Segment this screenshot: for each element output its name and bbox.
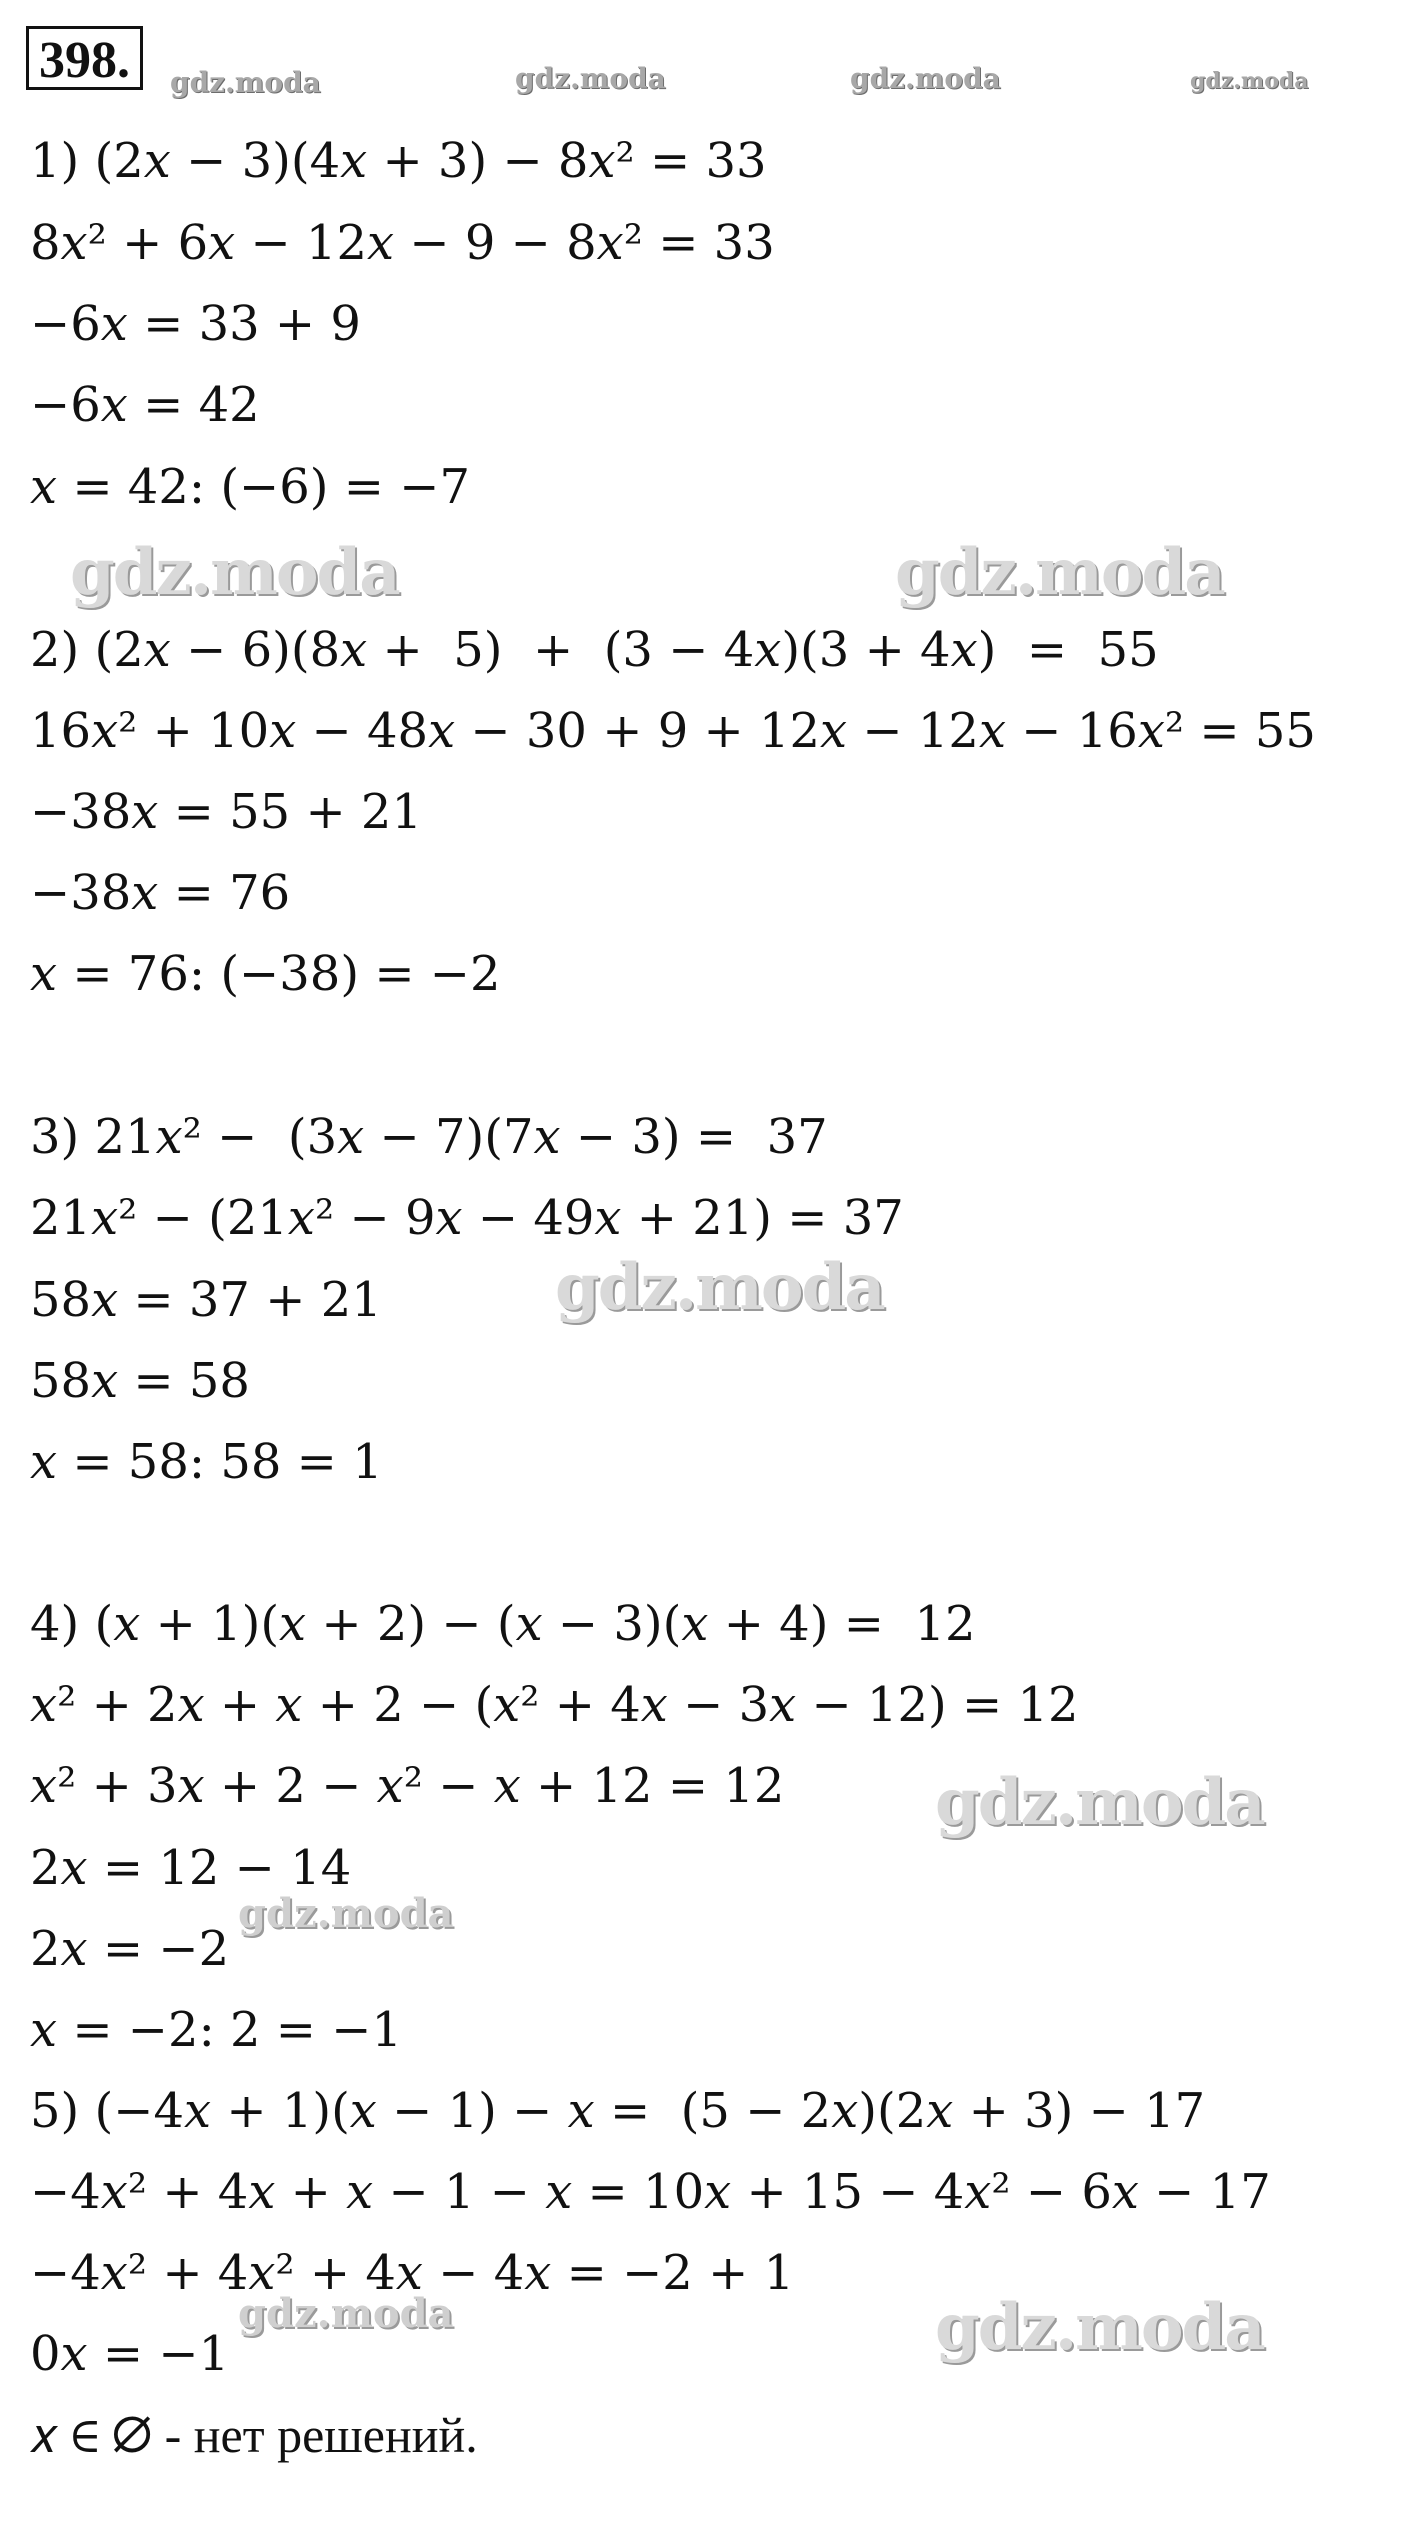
solution-line: 2𝑥 = 12 − 14 — [30, 1840, 352, 1896]
solution-line: 58𝑥 = 37 + 21 — [30, 1272, 382, 1328]
watermark: gdz.moda — [70, 535, 399, 610]
watermark: gdz.moda — [170, 66, 321, 99]
solution-line: 𝑥 = 76: (−38) = −2 — [30, 946, 501, 1002]
watermark: gdz.moda — [935, 2290, 1264, 2365]
solution-line: 4) (𝑥 + 1)(𝑥 + 2) − (𝑥 − 3)(𝑥 + 4) = 12 — [30, 1596, 976, 1652]
solution-line: −4𝑥² + 4𝑥² + 4𝑥 − 4𝑥 = −2 + 1 — [30, 2245, 795, 2301]
solution-line: −4𝑥² + 4𝑥 + 𝑥 − 1 − 𝑥 = 10𝑥 + 15 − 4𝑥² − 6𝑥 − 17 — [30, 2164, 1271, 2220]
solution-line: −38𝑥 = 55 + 21 — [30, 784, 422, 840]
watermark: gdz.moda — [1190, 68, 1309, 94]
solution-line: −6𝑥 = 33 + 9 — [30, 296, 361, 352]
watermark: gdz.moda — [238, 2290, 454, 2337]
solution-line: 0𝑥 = −1 — [30, 2326, 230, 2382]
solution-line: −38𝑥 = 76 — [30, 865, 291, 921]
solution-line: 𝑥 = −2: 2 = −1 — [30, 2002, 403, 2058]
solution-line: 𝑥² + 2𝑥 + 𝑥 + 2 − (𝑥² + 4𝑥 − 3𝑥 − 12) = 12 — [30, 1677, 1079, 1733]
watermark: gdz.moda — [515, 62, 666, 95]
watermark: gdz.moda — [935, 1765, 1264, 1840]
watermark: gdz.moda — [555, 1250, 884, 1325]
solution-line: 2𝑥 = −2 — [30, 1921, 230, 1977]
solution-line: 𝑥 ∈ ∅ - нет решений. — [30, 2407, 478, 2463]
solution-line: 5) (−4𝑥 + 1)(𝑥 − 1) − 𝑥 = (5 − 2𝑥)(2𝑥 + 3) − 17 — [30, 2083, 1206, 2139]
solution-line: −6𝑥 = 42 — [30, 377, 260, 433]
solution-line: 1) (2𝑥 − 3)(4𝑥 + 3) − 8𝑥² = 33 — [30, 133, 767, 189]
solution-line: 𝑥 = 58: 58 = 1 — [30, 1434, 383, 1490]
watermark: gdz.moda — [895, 535, 1224, 610]
solution-line: 2) (2𝑥 − 6)(8𝑥 + 5) + (3 − 4𝑥)(3 + 4𝑥) = 55 — [30, 622, 1159, 678]
solution-line: 58𝑥 = 58 — [30, 1353, 250, 1409]
solution-line: 16𝑥² + 10𝑥 − 48𝑥 − 30 + 9 + 12𝑥 − 12𝑥 − 16𝑥² = 55 — [30, 703, 1316, 759]
solution-line: 21𝑥² − (21𝑥² − 9𝑥 − 49𝑥 + 21) = 37 — [30, 1190, 904, 1246]
watermark: gdz.moda — [238, 1890, 454, 1937]
solution-line: 𝑥 = 42: (−6) = −7 — [30, 459, 471, 515]
solution-line: 3) 21𝑥² − (3𝑥 − 7)(7𝑥 − 3) = 37 — [30, 1109, 828, 1165]
solution-line: 𝑥² + 3𝑥 + 2 − 𝑥² − 𝑥 + 12 = 12 — [30, 1758, 785, 1814]
watermark: gdz.moda — [850, 62, 1001, 95]
solution-line: 8𝑥² + 6𝑥 − 12𝑥 − 9 − 8𝑥² = 33 — [30, 215, 775, 271]
problem-number: 398. — [26, 26, 143, 90]
